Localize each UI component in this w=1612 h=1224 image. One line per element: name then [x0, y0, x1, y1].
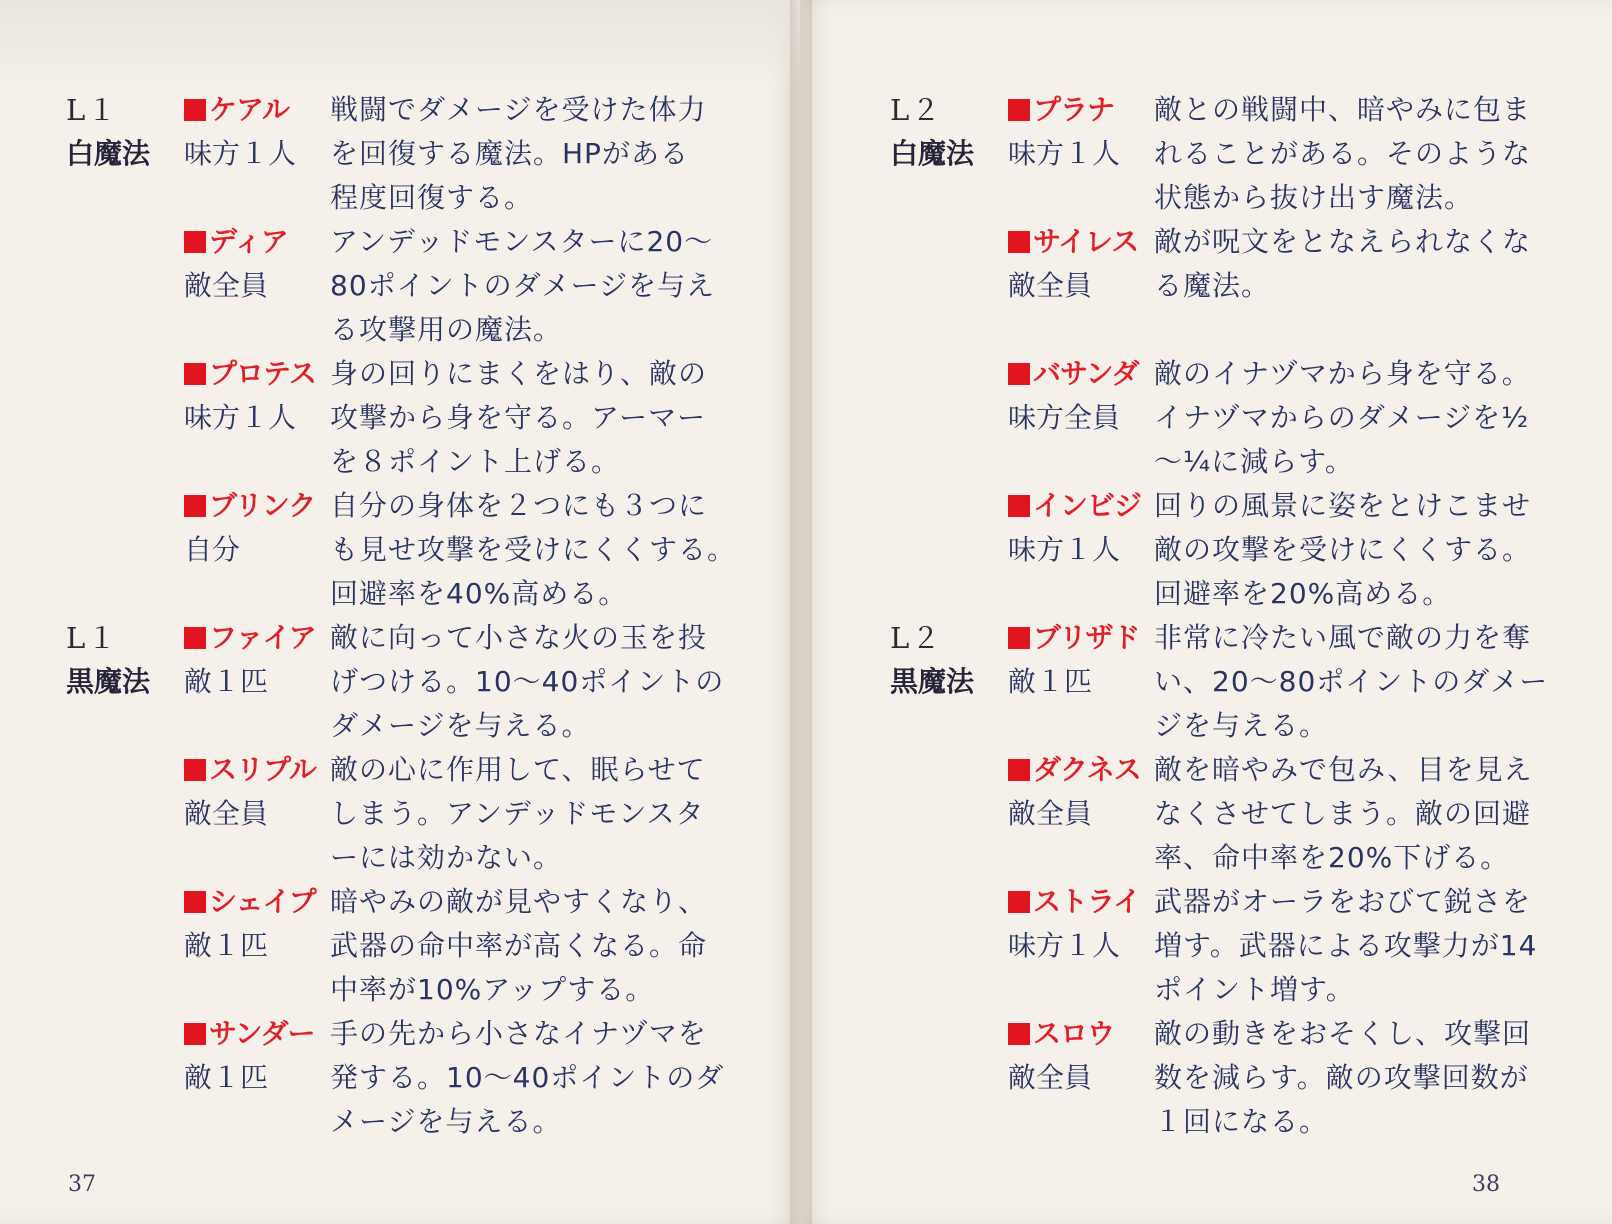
- page-number: 38: [1472, 1172, 1500, 1197]
- spell-description: １回になる。: [1154, 1105, 1329, 1138]
- spell-target: 味方１人: [1008, 929, 1121, 962]
- spell-description: 敵を暗やみで包み、目を見え: [1154, 753, 1533, 786]
- text-row: [890, 704, 1550, 748]
- magic-school: [66, 968, 184, 1012]
- bullet-square-icon: [1008, 759, 1030, 781]
- book-gutter: [790, 0, 812, 1224]
- magic-school: [66, 396, 184, 440]
- text-row: [66, 308, 736, 352]
- spell-description: ポイント増す。: [1154, 973, 1355, 1006]
- spell-description: れることがある。そのような: [1154, 137, 1532, 170]
- text-row: [66, 836, 736, 880]
- spell-description: 敵の攻撃を受けにくくする。: [1154, 533, 1532, 566]
- spell-description: 発する。10～40ポイントのダ: [330, 1061, 725, 1094]
- magic-school: [66, 1100, 184, 1144]
- text-row: [890, 528, 1550, 572]
- spell-target: [1008, 704, 1154, 748]
- spell-name-text: シェイプ: [209, 885, 316, 918]
- spell-description: 回避率を40%高める。: [330, 577, 628, 610]
- spell-name: [1008, 748, 1154, 792]
- text-row: [66, 616, 736, 660]
- magic-school: [66, 220, 184, 264]
- spell-name: [1008, 616, 1154, 660]
- bullet-square-icon: [1008, 363, 1030, 385]
- spell-target: 敵全員: [184, 797, 269, 830]
- spell-target: [1008, 308, 1154, 352]
- bullet-square-icon: [1008, 1023, 1030, 1045]
- spell-description: 増す。武器による攻撃力が14: [1154, 929, 1538, 962]
- spell-description: 中率が10%アップする。: [330, 973, 655, 1006]
- text-row: [890, 660, 1550, 704]
- magic-school: [66, 792, 184, 836]
- spell-description: 身の回りにまくをはり、敵の: [330, 357, 708, 390]
- magic-school: [890, 352, 1008, 396]
- spell-target: [184, 836, 330, 880]
- spell-target: [184, 1100, 330, 1144]
- text-row: [890, 836, 1550, 880]
- spell-level: L１: [66, 93, 119, 127]
- magic-school: [66, 880, 184, 924]
- spell-name-text: ディア: [209, 225, 288, 258]
- text-row: [890, 968, 1550, 1012]
- spell-name-text: スロウ: [1033, 1017, 1115, 1050]
- magic-school: [890, 924, 1008, 968]
- spell-name: [184, 1012, 330, 1056]
- magic-school: [890, 1100, 1008, 1144]
- text-row: [890, 792, 1550, 836]
- text-row: [66, 132, 736, 176]
- magic-school: [890, 528, 1008, 572]
- spell-description: 自分の身体を２つにも３つに: [330, 489, 708, 522]
- spell-target: [1008, 1100, 1154, 1144]
- spell-target: 敵１匹: [1008, 665, 1093, 698]
- magic-school: 白魔法: [66, 137, 151, 170]
- spell-list-right: [890, 88, 1550, 1144]
- bullet-square-icon: [184, 99, 206, 121]
- spell-description: ～¼に減らす。: [1154, 445, 1354, 478]
- magic-school: [66, 484, 184, 528]
- spell-target: [184, 440, 330, 484]
- magic-school: [890, 220, 1008, 264]
- spell-target: [1008, 836, 1154, 880]
- bullet-square-icon: [184, 759, 206, 781]
- spell-target: [184, 968, 330, 1012]
- spell-name-text: ストライ: [1033, 885, 1141, 918]
- text-row: [890, 616, 1550, 660]
- magic-school: [66, 440, 184, 484]
- spell-target: [184, 704, 330, 748]
- spell-name-text: プロテス: [209, 357, 316, 390]
- spell-name: [184, 748, 330, 792]
- text-row: [66, 1056, 736, 1100]
- spell-description: 80ポイントのダメージを与え: [330, 269, 716, 302]
- bullet-square-icon: [184, 495, 206, 517]
- spell-description: 回避率を20%高める。: [1154, 577, 1452, 610]
- spell-description: 敵が呪文をとなえられなくな: [1154, 225, 1532, 258]
- text-row: [890, 264, 1550, 308]
- magic-school: [890, 484, 1008, 528]
- text-row: [66, 352, 736, 396]
- spell-description: [1154, 308, 1550, 352]
- spell-description: ダメージを与える。: [330, 709, 591, 742]
- magic-school: [66, 1056, 184, 1100]
- spell-description: も見せ攻撃を受けにくくする。: [330, 533, 736, 566]
- spell-target: [184, 572, 330, 616]
- bullet-square-icon: [1008, 891, 1030, 913]
- magic-school: [66, 704, 184, 748]
- magic-school: [66, 352, 184, 396]
- bullet-square-icon: [184, 231, 206, 253]
- spell-description: げつける。10～40ポイントの: [330, 665, 725, 698]
- spell-target: [1008, 572, 1154, 616]
- magic-school: [66, 1012, 184, 1056]
- spell-description: アンデッドモンスターに20～: [330, 225, 714, 258]
- magic-school: 黒魔法: [890, 665, 975, 698]
- spell-description: い、20～80ポイントのダメー: [1154, 665, 1549, 698]
- spell-description: 戦闘でダメージを受けた体力: [330, 93, 707, 126]
- spell-description: イナヅマからのダメージを½: [1154, 401, 1530, 434]
- magic-school: [66, 836, 184, 880]
- text-row: [890, 1056, 1550, 1100]
- magic-school: [890, 836, 1008, 880]
- text-row: [66, 484, 736, 528]
- spell-description: ジを与える。: [1154, 709, 1329, 742]
- text-row: [890, 484, 1550, 528]
- spell-description: 敵との戦闘中、暗やみに包ま: [1154, 93, 1532, 126]
- spell-description: る魔法。: [1154, 269, 1271, 302]
- spell-description: を８ポイント上げる。: [330, 445, 621, 478]
- text-row: [66, 264, 736, 308]
- spell-target: [1008, 176, 1154, 220]
- spell-description: しまう。アンデッドモンスタ: [330, 797, 705, 830]
- bullet-square-icon: [1008, 495, 1030, 517]
- magic-school: [890, 704, 1008, 748]
- bullet-square-icon: [1008, 231, 1030, 253]
- text-row: [890, 176, 1550, 220]
- spell-target: [1008, 968, 1154, 1012]
- spell-list-left: [66, 88, 736, 1144]
- spell-level: L１: [66, 621, 119, 655]
- spell-target: [1008, 440, 1154, 484]
- spell-target: 味方１人: [184, 401, 297, 434]
- spell-target: 敵全員: [1008, 1061, 1093, 1094]
- spell-description: 攻撃から身を守る。アーマー: [330, 401, 707, 434]
- spell-description: 敵の動きをおそくし、攻撃回: [1154, 1017, 1532, 1050]
- spell-level: L２: [890, 93, 943, 127]
- spell-target: 味方１人: [1008, 137, 1121, 170]
- magic-school: [890, 968, 1008, 1012]
- spell-target: 味方１人: [184, 137, 297, 170]
- spell-name: [1008, 88, 1154, 132]
- text-row: [890, 924, 1550, 968]
- spell-description: 敵の心に作用して、眠らせて: [330, 753, 706, 786]
- spell-description: 率、命中率を20%下げる。: [1154, 841, 1510, 874]
- text-row: [66, 220, 736, 264]
- magic-school: [66, 308, 184, 352]
- text-row: [66, 880, 736, 924]
- text-row: [66, 968, 736, 1012]
- text-row: [890, 308, 1550, 352]
- magic-school: [66, 264, 184, 308]
- text-row: [890, 572, 1550, 616]
- spell-description: 敵に向って小さな火の玉を投: [330, 621, 708, 654]
- magic-school: [890, 396, 1008, 440]
- spell-target: [184, 308, 330, 352]
- spell-description: を回復する魔法。HPがある: [330, 137, 689, 170]
- spell-target: 敵１匹: [184, 665, 269, 698]
- spell-name: [184, 88, 330, 132]
- spell-name-text: ファイア: [209, 621, 316, 654]
- magic-school: 黒魔法: [66, 665, 151, 698]
- magic-school: 白魔法: [890, 137, 975, 170]
- spell-target: [184, 176, 330, 220]
- magic-school: [890, 880, 1008, 924]
- spell-description: 数を減らす。敵の攻撃回数が: [1154, 1061, 1529, 1094]
- magic-school: [66, 176, 184, 220]
- spell-description: 程度回復する。: [330, 181, 534, 214]
- spell-target: 敵１匹: [184, 1061, 269, 1094]
- text-row: [66, 88, 736, 132]
- spell-name-text: サイレス: [1033, 225, 1139, 258]
- text-row: [66, 660, 736, 704]
- spell-name-text: ダクネス: [1033, 753, 1141, 786]
- spell-name: [1008, 1012, 1154, 1056]
- magic-school: [66, 572, 184, 616]
- text-row: [66, 572, 736, 616]
- text-row: [66, 792, 736, 836]
- spell-description: 武器がオーラをおびて鋭さを: [1154, 885, 1532, 918]
- spell-name-text: ブリンク: [209, 489, 316, 522]
- spell-name-text: プラナ: [1033, 93, 1115, 126]
- spell-name-text: ケアル: [209, 93, 289, 126]
- spell-description: 状態から抜け出す魔法。: [1154, 181, 1474, 214]
- spell-description: 武器の命中率が高くなる。命: [330, 929, 708, 962]
- bullet-square-icon: [1008, 99, 1030, 121]
- page-38: [800, 0, 1612, 1224]
- text-row: [890, 880, 1550, 924]
- spell-name-text: スリプル: [209, 753, 316, 786]
- magic-school: [890, 748, 1008, 792]
- magic-school: [890, 792, 1008, 836]
- spell-description: 回りの風景に姿をとけこませ: [1154, 489, 1532, 522]
- spell-description: る攻撃用の魔法。: [330, 313, 563, 346]
- text-row: [66, 1100, 736, 1144]
- text-row: [890, 132, 1550, 176]
- spell-level: L２: [890, 621, 943, 655]
- spell-name: [184, 220, 330, 264]
- text-row: [66, 748, 736, 792]
- spell-name: [1008, 880, 1154, 924]
- spell-description: ーには効かない。: [330, 841, 563, 874]
- text-row: [890, 1012, 1550, 1056]
- spell-name: [184, 352, 330, 396]
- magic-school: [890, 1056, 1008, 1100]
- spell-description: 非常に冷たい風で敵の力を奪: [1154, 621, 1532, 654]
- magic-school: [890, 308, 1008, 352]
- bullet-square-icon: [184, 363, 206, 385]
- page-number: 37: [68, 1172, 96, 1197]
- bullet-square-icon: [184, 891, 206, 913]
- spell-name: [1008, 220, 1154, 264]
- spell-name-text: サンダー: [209, 1017, 315, 1050]
- page-37: [0, 0, 800, 1224]
- spell-description: 暗やみの敵が見やすくなり、: [330, 885, 708, 918]
- magic-school: [66, 528, 184, 572]
- spell-description: 敵のイナヅマから身を守る。: [1154, 357, 1531, 390]
- spell-description: 手の先から小さなイナヅマを: [330, 1017, 707, 1050]
- text-row: [890, 440, 1550, 484]
- text-row: [66, 1012, 736, 1056]
- magic-school: [890, 264, 1008, 308]
- spell-name: [1008, 352, 1154, 396]
- spell-target: 味方全員: [1008, 401, 1121, 434]
- magic-school: [890, 572, 1008, 616]
- bullet-square-icon: [1008, 627, 1030, 649]
- text-row: [890, 220, 1550, 264]
- magic-school: [66, 924, 184, 968]
- spell-target: 敵全員: [1008, 797, 1093, 830]
- spell-name-text: インビジ: [1033, 489, 1142, 522]
- text-row: [66, 924, 736, 968]
- magic-school: [890, 176, 1008, 220]
- bullet-square-icon: [184, 627, 206, 649]
- magic-school: [66, 748, 184, 792]
- spell-name: [1008, 484, 1154, 528]
- text-row: [890, 748, 1550, 792]
- spell-target: 味方１人: [1008, 533, 1121, 566]
- spell-name-text: バサンダ: [1033, 357, 1139, 390]
- spell-description: メージを与える。: [330, 1105, 562, 1138]
- spell-target: 敵１匹: [184, 929, 269, 962]
- text-row: [66, 176, 736, 220]
- magic-school: [890, 1012, 1008, 1056]
- text-row: [890, 396, 1550, 440]
- text-row: [890, 352, 1550, 396]
- spell-target: 敵全員: [1008, 269, 1093, 302]
- spell-name: [184, 880, 330, 924]
- text-row: [66, 704, 736, 748]
- magic-school: [890, 440, 1008, 484]
- text-row: [890, 1100, 1550, 1144]
- spell-name: [184, 484, 330, 528]
- spell-target: 自分: [184, 533, 241, 566]
- spell-description: なくさせてしまう。敵の回避: [1154, 797, 1532, 830]
- text-row: [66, 440, 736, 484]
- spell-target: 敵全員: [184, 269, 269, 302]
- text-row: [66, 396, 736, 440]
- bullet-square-icon: [184, 1023, 206, 1045]
- spell-name-text: ブリザド: [1033, 621, 1140, 654]
- text-row: [890, 88, 1550, 132]
- text-row: [66, 528, 736, 572]
- spell-name: [184, 616, 330, 660]
